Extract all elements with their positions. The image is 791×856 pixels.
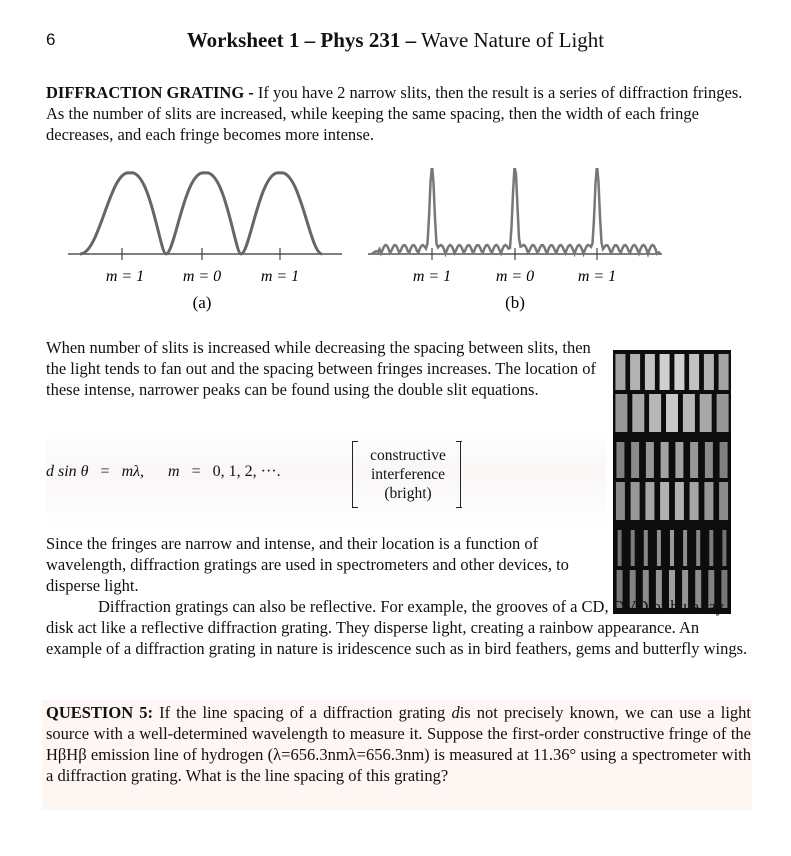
equation-m-values: 0, 1, 2, ···. [212,463,281,480]
question-d: d [451,703,460,722]
question-text-1: If the line spacing of a diffraction grating [152,703,452,722]
bracket-text [352,446,464,503]
question-label: QUESTION 5: [46,703,153,722]
fringe-bar [644,530,648,566]
equation-equals-2: = [191,463,201,480]
bracket-corner [352,441,358,442]
fringe-bar [722,530,726,566]
intro-paragraph [46,82,751,145]
intro-text: If you have 2 narrow slits, then the result is a series of diffraction fringes. As the number of slits are increased, while keeping the same spacing, then the width of each fringe decreases, and each fringe becomes more intense. [46,83,743,144]
fringe-bar [689,354,699,390]
page-title [0,28,791,53]
fringe-bar [661,442,669,478]
fringe-bar [615,354,625,390]
fringe-bar [666,394,678,432]
intro-heading: DIFFRACTION GRATING - [46,83,254,102]
fringe-bar [675,442,683,478]
fringe-bar [683,530,687,566]
question-5 [46,702,751,786]
fringe-bar [616,482,625,520]
reflective-text: Diffraction gratings can also be reflective. For example, the grooves of a CD, DVD or blue ray disk act like a reflective diffraction grating. They disperse light, creating a rainbow appearance. An example of a diffraction grating in nature is iridescence such as in bird feathers, gems and butterfly wings. [46,597,748,658]
panel-a-label-center: m = 0 [182,268,222,285]
question-text-2: is not precisely known, we can use a light source with a well-determined wavelength to measure it. Suppose the first-order constructive fringe of the HβHβ emission line of hydrogen (λ=656.3nmλ=656.3nm) is measured at 11.36° using a spectrometer with a diffraction grating. What is the line spacing of this grating? [46,703,751,785]
fringe-bar [616,442,624,478]
bracket-corner [456,507,462,508]
equation-rhs: mλ, [121,463,145,480]
bracket-line-1: constructive [370,447,446,464]
panel-a-label-right: m = 1 [260,268,300,285]
fringe-bar [660,482,669,520]
fringe-bar [709,530,713,566]
fringe-bar [631,442,639,478]
fringe-photographs [613,350,731,614]
fringe-bar [675,482,684,520]
fringe-bar [645,482,654,520]
fringe-bar [683,394,695,432]
grating-equation [46,463,281,481]
fringe-bar [649,394,661,432]
bracket-line-2: interference [371,466,445,483]
panel-b-plot [368,168,662,312]
panel-b-curve [372,168,660,254]
fringe-bar [631,530,635,566]
fringe-bar [660,354,670,390]
fringe-bar [645,354,655,390]
equation-lhs: d sin θ [46,463,89,480]
title-course: Worksheet 1 – Phys 231 – [186,28,417,52]
panel-b-label-right: m = 1 [577,268,617,285]
fringe-bar [719,354,729,390]
fringe-bar [700,394,712,432]
fringe-bar [690,482,699,520]
fringe-bar [631,482,640,520]
fringe-bar [690,442,698,478]
equation-m: m [168,463,180,480]
fringe-bar [704,354,714,390]
diffraction-figure [60,168,670,318]
panel-a-label-left: m = 1 [105,268,145,285]
fringe-bar [674,354,684,390]
fringe-bar [670,530,674,566]
reflective-paragraph [46,596,751,659]
fringe-bar [704,482,713,520]
fringe-bar [618,530,622,566]
fringe-bar [720,442,728,478]
panel-b-label-center: m = 0 [495,268,535,285]
fringe-bar [719,482,728,520]
fringe-bar [657,530,661,566]
fringe-bar [696,530,700,566]
panel-b-caption: (b) [505,293,525,312]
fringe-bar [630,354,640,390]
bracket-corner [456,441,462,442]
spectrometer-paragraph: Since the fringes are narrow and intense, and their location is a function of wavelength, diffraction gratings are used in spectrometers and other devices, to disperse light. [46,534,569,595]
bracket-line-3: (bright) [384,485,432,502]
fringe-bar [717,394,729,432]
fringe-bar [615,394,627,432]
fringe-bar [632,394,644,432]
bracket-corner [352,507,358,508]
title-topic: Wave Nature of Light [416,28,605,52]
equation-equals: = [100,463,110,480]
fringe-bar [646,442,654,478]
page-number: 6 [46,30,56,49]
fringe-bar [705,442,713,478]
spacing-paragraph: When number of slits is increased while decreasing the spacing between slits, then the light tends to fan out and the spacing between fringes increases. The location of these intense, narrower peaks can be found using the double slit equations. [46,338,596,399]
panel-b-label-left: m = 1 [412,268,452,285]
panel-a-plot [68,173,342,312]
panel-a-caption: (a) [192,293,212,312]
